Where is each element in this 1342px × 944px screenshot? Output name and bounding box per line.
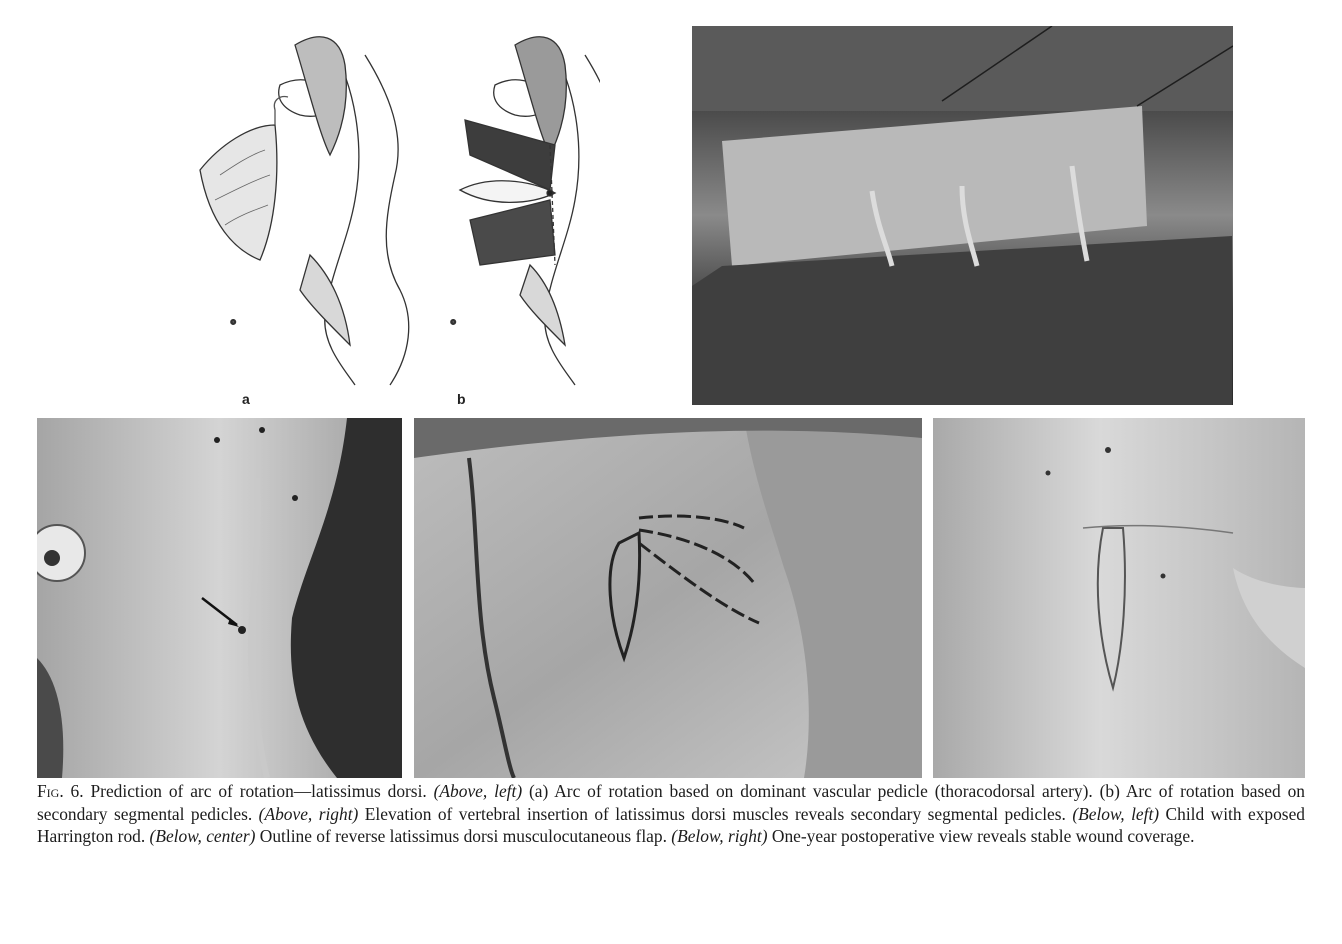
caption-text-below-right: One-year postoperative view reveals stable wound coverage. <box>767 826 1195 846</box>
figure-caption <box>37 780 1305 848</box>
panel-label-a: a <box>242 391 250 407</box>
caption-text-below-left: Child with exposed Harrington rod. <box>37 803 1305 846</box>
drawing-a <box>200 37 409 385</box>
caption-text-above-right: Elevation of vertebral insertion of latissimus dorsi muscles reveals secondary segmental pedicles. <box>358 803 1073 824</box>
latissimus-arc-drawings <box>180 25 600 410</box>
photo-below-left-harrington-rod <box>37 418 402 778</box>
caption-loc-above-left: (Above, left) <box>433 781 523 801</box>
photo-above-right-segmental-pedicles <box>692 26 1233 405</box>
svg-text:©: © <box>229 318 238 326</box>
caption-loc-below-right: (Below, right) <box>671 826 768 846</box>
caption-text-below-center: Outline of reverse latissimus dorsi musculocutaneous flap. <box>255 826 672 846</box>
photo-below-center-flap-outline <box>414 418 922 778</box>
photo-below-right-postoperative <box>933 418 1305 778</box>
illustration-panel-above-left <box>180 25 600 410</box>
caption-title: Prediction of arc of rotation—latissimus dorsi. <box>83 781 434 801</box>
panel-label-b: b <box>457 391 466 407</box>
caption-loc-below-center: (Below, center) <box>149 826 256 846</box>
caption-loc-below-left: (Below, left) <box>1072 803 1160 824</box>
svg-text:©: © <box>449 318 458 326</box>
drawing-b <box>449 37 600 385</box>
caption-text-above-left: (a) Arc of rotation based on dominant vascular pedicle (thoracodorsal artery). (b) Arc of rotation based on secondary segmental pedicles. <box>37 781 1305 824</box>
caption-fig-label: Fig. 6. <box>37 781 84 801</box>
caption-loc-above-right: (Above, right) <box>258 803 359 824</box>
